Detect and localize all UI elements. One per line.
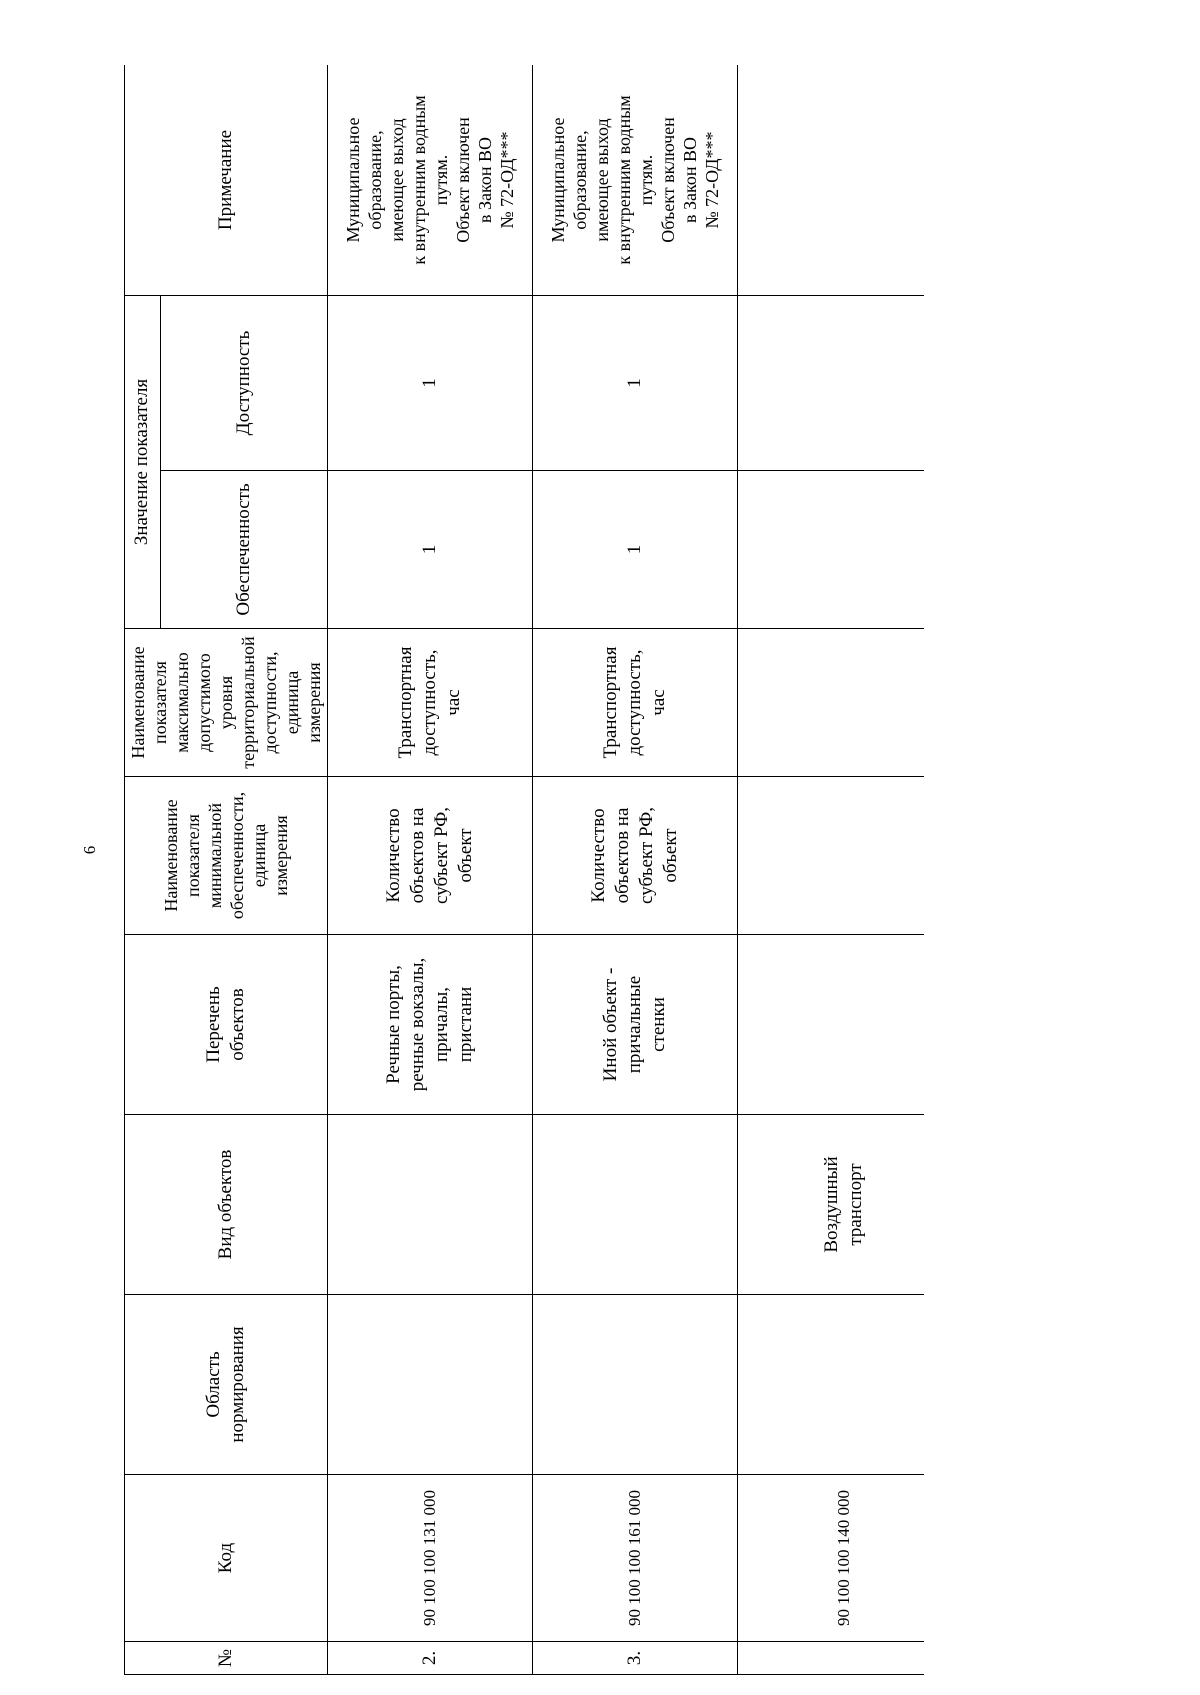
header-provision: Обеспеченность xyxy=(160,471,327,629)
row-accessibility: 1 xyxy=(533,295,738,470)
row-note xyxy=(738,65,925,295)
header-row-1 xyxy=(125,65,161,1675)
table-sheet xyxy=(124,65,924,1675)
row-list: Речные порты, речные вокзалы, причалы, пристани xyxy=(328,935,533,1115)
row-area xyxy=(533,1295,738,1475)
row-min-indicator xyxy=(738,777,925,935)
row-accessibility: 1 xyxy=(328,295,533,470)
row-max-indicator: Транспортная доступность, час xyxy=(533,629,738,777)
row-list: Иной объект - причальные стенки xyxy=(533,935,738,1115)
header-list: Перечень объектов xyxy=(125,935,328,1115)
norms-table xyxy=(124,65,924,1675)
row-num: 2. xyxy=(328,1642,533,1675)
row-kind xyxy=(533,1115,738,1295)
row-num xyxy=(738,1642,925,1675)
row-kind: Воздушный транспорт xyxy=(738,1115,925,1295)
row-code: 90 100 100 161 000 xyxy=(533,1475,738,1642)
row-min-indicator: Количество объектов на субъект РФ, объект xyxy=(533,777,738,935)
row-note: Муниципальное образование, имеющее выход к внутренним водным путям. Объект включен в Закон ВО № 72-ОД*** xyxy=(533,65,738,295)
table-row xyxy=(328,65,533,1675)
row-accessibility xyxy=(738,295,925,470)
row-code: 90 100 100 140 000 xyxy=(738,1475,925,1642)
header-min-indicator: Наименование показателя минимальной обеспеченности, единица измерения xyxy=(125,777,328,935)
row-provision xyxy=(738,471,925,629)
header-accessibility: Доступность xyxy=(160,295,327,470)
header-area: Область нормирования xyxy=(125,1295,328,1475)
row-num: 3. xyxy=(533,1642,738,1675)
table-row xyxy=(533,65,738,1675)
row-kind xyxy=(328,1115,533,1295)
rotated-table-area xyxy=(124,65,924,1675)
row-provision: 1 xyxy=(533,471,738,629)
row-list xyxy=(738,935,925,1115)
page-number: 6 xyxy=(80,845,99,855)
header-value-group: Значение показателя xyxy=(125,295,161,628)
header-note: Примечание xyxy=(125,65,328,295)
row-max-indicator: Транспортная доступность, час xyxy=(328,629,533,777)
row-provision: 1 xyxy=(328,471,533,629)
header-num: № xyxy=(125,1642,328,1675)
header-max-indicator: Наименование показателя максимально допустимого уровня территориальной доступности, единица измерения xyxy=(125,629,328,777)
row-min-indicator: Количество объектов на субъект РФ, объект xyxy=(328,777,533,935)
table-row xyxy=(738,65,925,1675)
row-max-indicator xyxy=(738,629,925,777)
header-kind: Вид объектов xyxy=(125,1115,328,1295)
row-area xyxy=(328,1295,533,1475)
header-code: Код xyxy=(125,1475,328,1642)
row-area xyxy=(738,1295,925,1475)
row-code: 90 100 100 131 000 xyxy=(328,1475,533,1642)
row-note: Муниципальное образование, имеющее выход к внутренним водным путям. Объект включен в Закон ВО № 72-ОД*** xyxy=(328,65,533,295)
